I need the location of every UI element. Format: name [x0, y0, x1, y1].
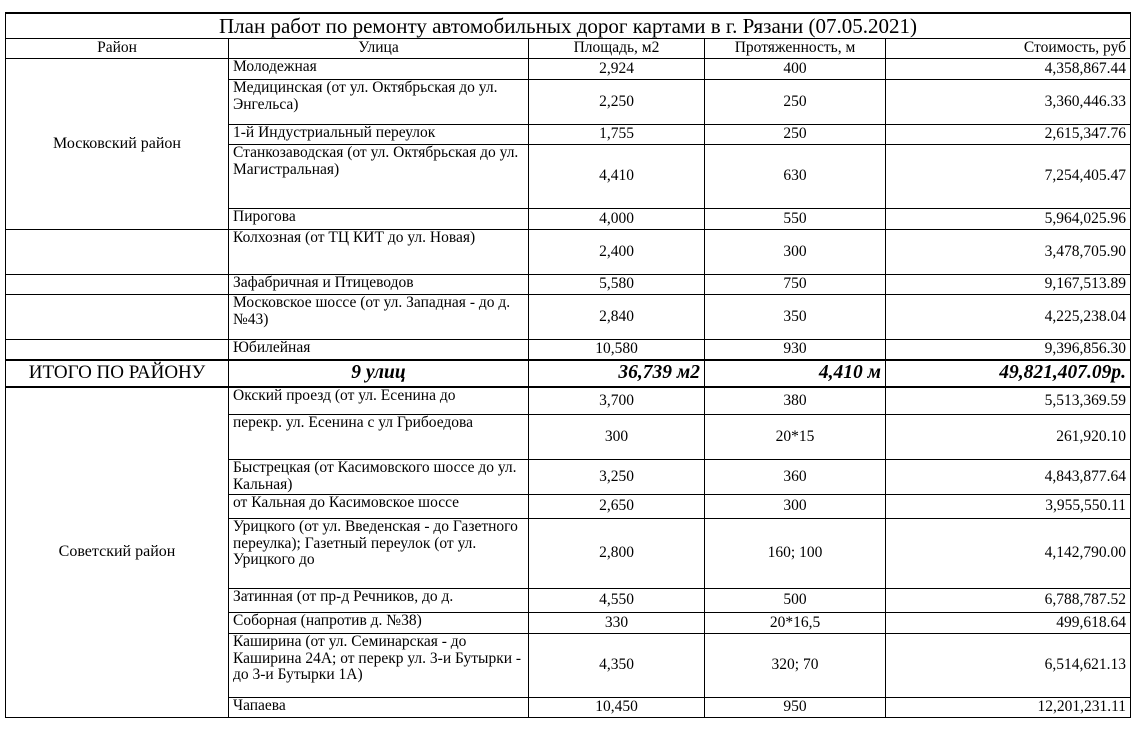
district-empty-cell: [6, 230, 229, 275]
length-cell: 250: [705, 80, 886, 125]
length-cell: 350: [705, 295, 886, 340]
length-cell: 360: [705, 460, 886, 495]
cost-cell: 499,618.64: [886, 613, 1131, 634]
length-cell: 20*16,5: [705, 613, 886, 634]
length-cell: 930: [705, 340, 886, 360]
road-repair-table: [5, 12, 1131, 718]
length-cell: 250: [705, 125, 886, 145]
length-cell: 160; 100: [705, 519, 886, 589]
area-cell: 3,250: [529, 460, 705, 495]
total-area: [529, 360, 705, 387]
area-cell: 2,650: [529, 495, 705, 519]
cost-cell: 3,360,446.33: [886, 80, 1131, 125]
area-cell: 5,580: [529, 275, 705, 295]
street-cell: Пирогова: [229, 209, 529, 230]
street-cell: [229, 698, 529, 718]
cost-cell: 2,615,347.76: [886, 125, 1131, 145]
street-name: перекр. ул. Есенина с ул Грибоедова: [233, 415, 474, 431]
header-cost: Стоимость, руб: [886, 39, 1131, 59]
cost-cell: 3,955,550.11: [886, 495, 1131, 519]
street-name: от Кальная до Касимовское шоссе: [233, 495, 460, 511]
total-length-value: 4,410: [818, 361, 863, 383]
table-row: [6, 295, 1131, 340]
total-area-value: 36,739: [618, 361, 673, 383]
street-cell: [229, 613, 529, 634]
total-cost: 49,821,407.09р.: [886, 360, 1131, 387]
length-cell: 550: [705, 209, 886, 230]
area-cell: 2,400: [529, 230, 705, 275]
district-moskovsky: Московский район: [6, 59, 229, 230]
area-cell: 300: [529, 415, 705, 460]
header-area: Площадь, м2: [529, 39, 705, 59]
cost-cell: 4,142,790.00: [886, 519, 1131, 589]
street-cell: Зафабричная и Птицеводов: [229, 275, 529, 295]
street-name: Окский проезд (от ул. Есенина до: [233, 387, 456, 404]
cost-cell: 5,513,369.59: [886, 387, 1131, 415]
total-length-unit: м: [867, 361, 881, 383]
district-total-row: [6, 360, 1131, 387]
area-cell: 3,700: [529, 387, 705, 415]
street-cell: Молодежная: [229, 59, 529, 80]
length-cell: 630: [705, 145, 886, 209]
total-length: [705, 360, 886, 387]
area-cell: 2,840: [529, 295, 705, 340]
table-row: [6, 230, 1131, 275]
area-cell: 10,450: [529, 698, 705, 718]
area-cell: 4,550: [529, 589, 705, 613]
area-cell: 2,250: [529, 80, 705, 125]
header-street: Улица: [229, 39, 529, 59]
total-area-unit: м2: [676, 361, 700, 383]
street-name: Чапаева: [233, 698, 286, 714]
street-cell: Колхозная (от ТЦ КИТ до ул. Новая): [229, 230, 529, 275]
length-cell: 20*15: [705, 415, 886, 460]
area-cell: 330: [529, 613, 705, 634]
street-cell: Московское шоссе (от ул. Западная - до д. №43): [229, 295, 529, 340]
area-cell: 1,755: [529, 125, 705, 145]
header-length: Протяженность, м: [705, 39, 886, 59]
street-cell: Юбилейная: [229, 340, 529, 360]
street-cell: 1-й Индустриальный переулок: [229, 125, 529, 145]
cost-cell: 4,843,877.64: [886, 460, 1131, 495]
cost-cell: 4,225,238.04: [886, 295, 1131, 340]
cost-cell: 9,167,513.89: [886, 275, 1131, 295]
table-title: План работ по ремонту автомобильных дорог картами в г. Рязани (07.05.2021): [6, 13, 1131, 39]
length-cell: 300: [705, 495, 886, 519]
cost-cell: 261,920.10: [886, 415, 1131, 460]
table-row: [6, 275, 1131, 295]
length-cell: 300: [705, 230, 886, 275]
street-name: Урицкого (от ул. Введенская - до Газетного переулка); Газетный переулок (от ул. Урицкого до: [233, 519, 518, 568]
length-cell: 750: [705, 275, 886, 295]
cost-cell: 4,358,867.44: [886, 59, 1131, 80]
header-district: Район: [6, 39, 229, 59]
street-cell: [229, 589, 529, 613]
area-cell: 4,410: [529, 145, 705, 209]
table-row: [6, 59, 1131, 80]
street-cell: [229, 519, 529, 589]
cost-cell: 6,788,787.52: [886, 589, 1131, 613]
street-cell: [229, 415, 529, 460]
street-name: Каширина (от ул. Семинарская - до Каширина 24А; от перекр ул. 3-и Бутырки - до 3-и Бутырки 1А): [233, 634, 522, 683]
street-cell: [229, 387, 529, 415]
table-row: [6, 387, 1131, 415]
street-cell: [229, 634, 529, 698]
area-cell: 4,350: [529, 634, 705, 698]
cost-cell: 7,254,405.47: [886, 145, 1131, 209]
length-cell: 400: [705, 59, 886, 80]
area-cell: 10,580: [529, 340, 705, 360]
length-cell: 950: [705, 698, 886, 718]
total-label: ИТОГО ПО РАЙОНУ: [6, 360, 229, 387]
street-cell: [229, 460, 529, 495]
street-name: Затинная (от пр-д Речников, до д.: [233, 589, 454, 605]
street-name: Быстрецкая (от Касимовского шоссе до ул. Кальная): [233, 460, 517, 493]
length-cell: 500: [705, 589, 886, 613]
street-cell: Станкозаводская (от ул. Октябрьская до ул. Магистральная): [229, 145, 529, 209]
table-row: [6, 340, 1131, 360]
street-cell: [229, 495, 529, 519]
cost-cell: 3,478,705.90: [886, 230, 1131, 275]
district-empty-cell: [6, 295, 229, 340]
cost-cell: 9,396,856.30: [886, 340, 1131, 360]
area-cell: 2,924: [529, 59, 705, 80]
street-cell: Медицинская (от ул. Октябрьская до ул. Энгельса): [229, 80, 529, 125]
length-cell: 320; 70: [705, 634, 886, 698]
area-cell: 2,800: [529, 519, 705, 589]
area-cell: 4,000: [529, 209, 705, 230]
district-sovetsky: Советский район: [6, 387, 229, 718]
length-cell: 380: [705, 387, 886, 415]
district-empty-cell: [6, 340, 229, 360]
cost-cell: 5,964,025.96: [886, 209, 1131, 230]
district-empty-cell: [6, 275, 229, 295]
street-name: Соборная (напротив д. №38): [233, 613, 422, 629]
total-streets: 9 улиц: [229, 360, 529, 387]
cost-cell: 6,514,621.13: [886, 634, 1131, 698]
cost-cell: 12,201,231.11: [886, 698, 1131, 718]
